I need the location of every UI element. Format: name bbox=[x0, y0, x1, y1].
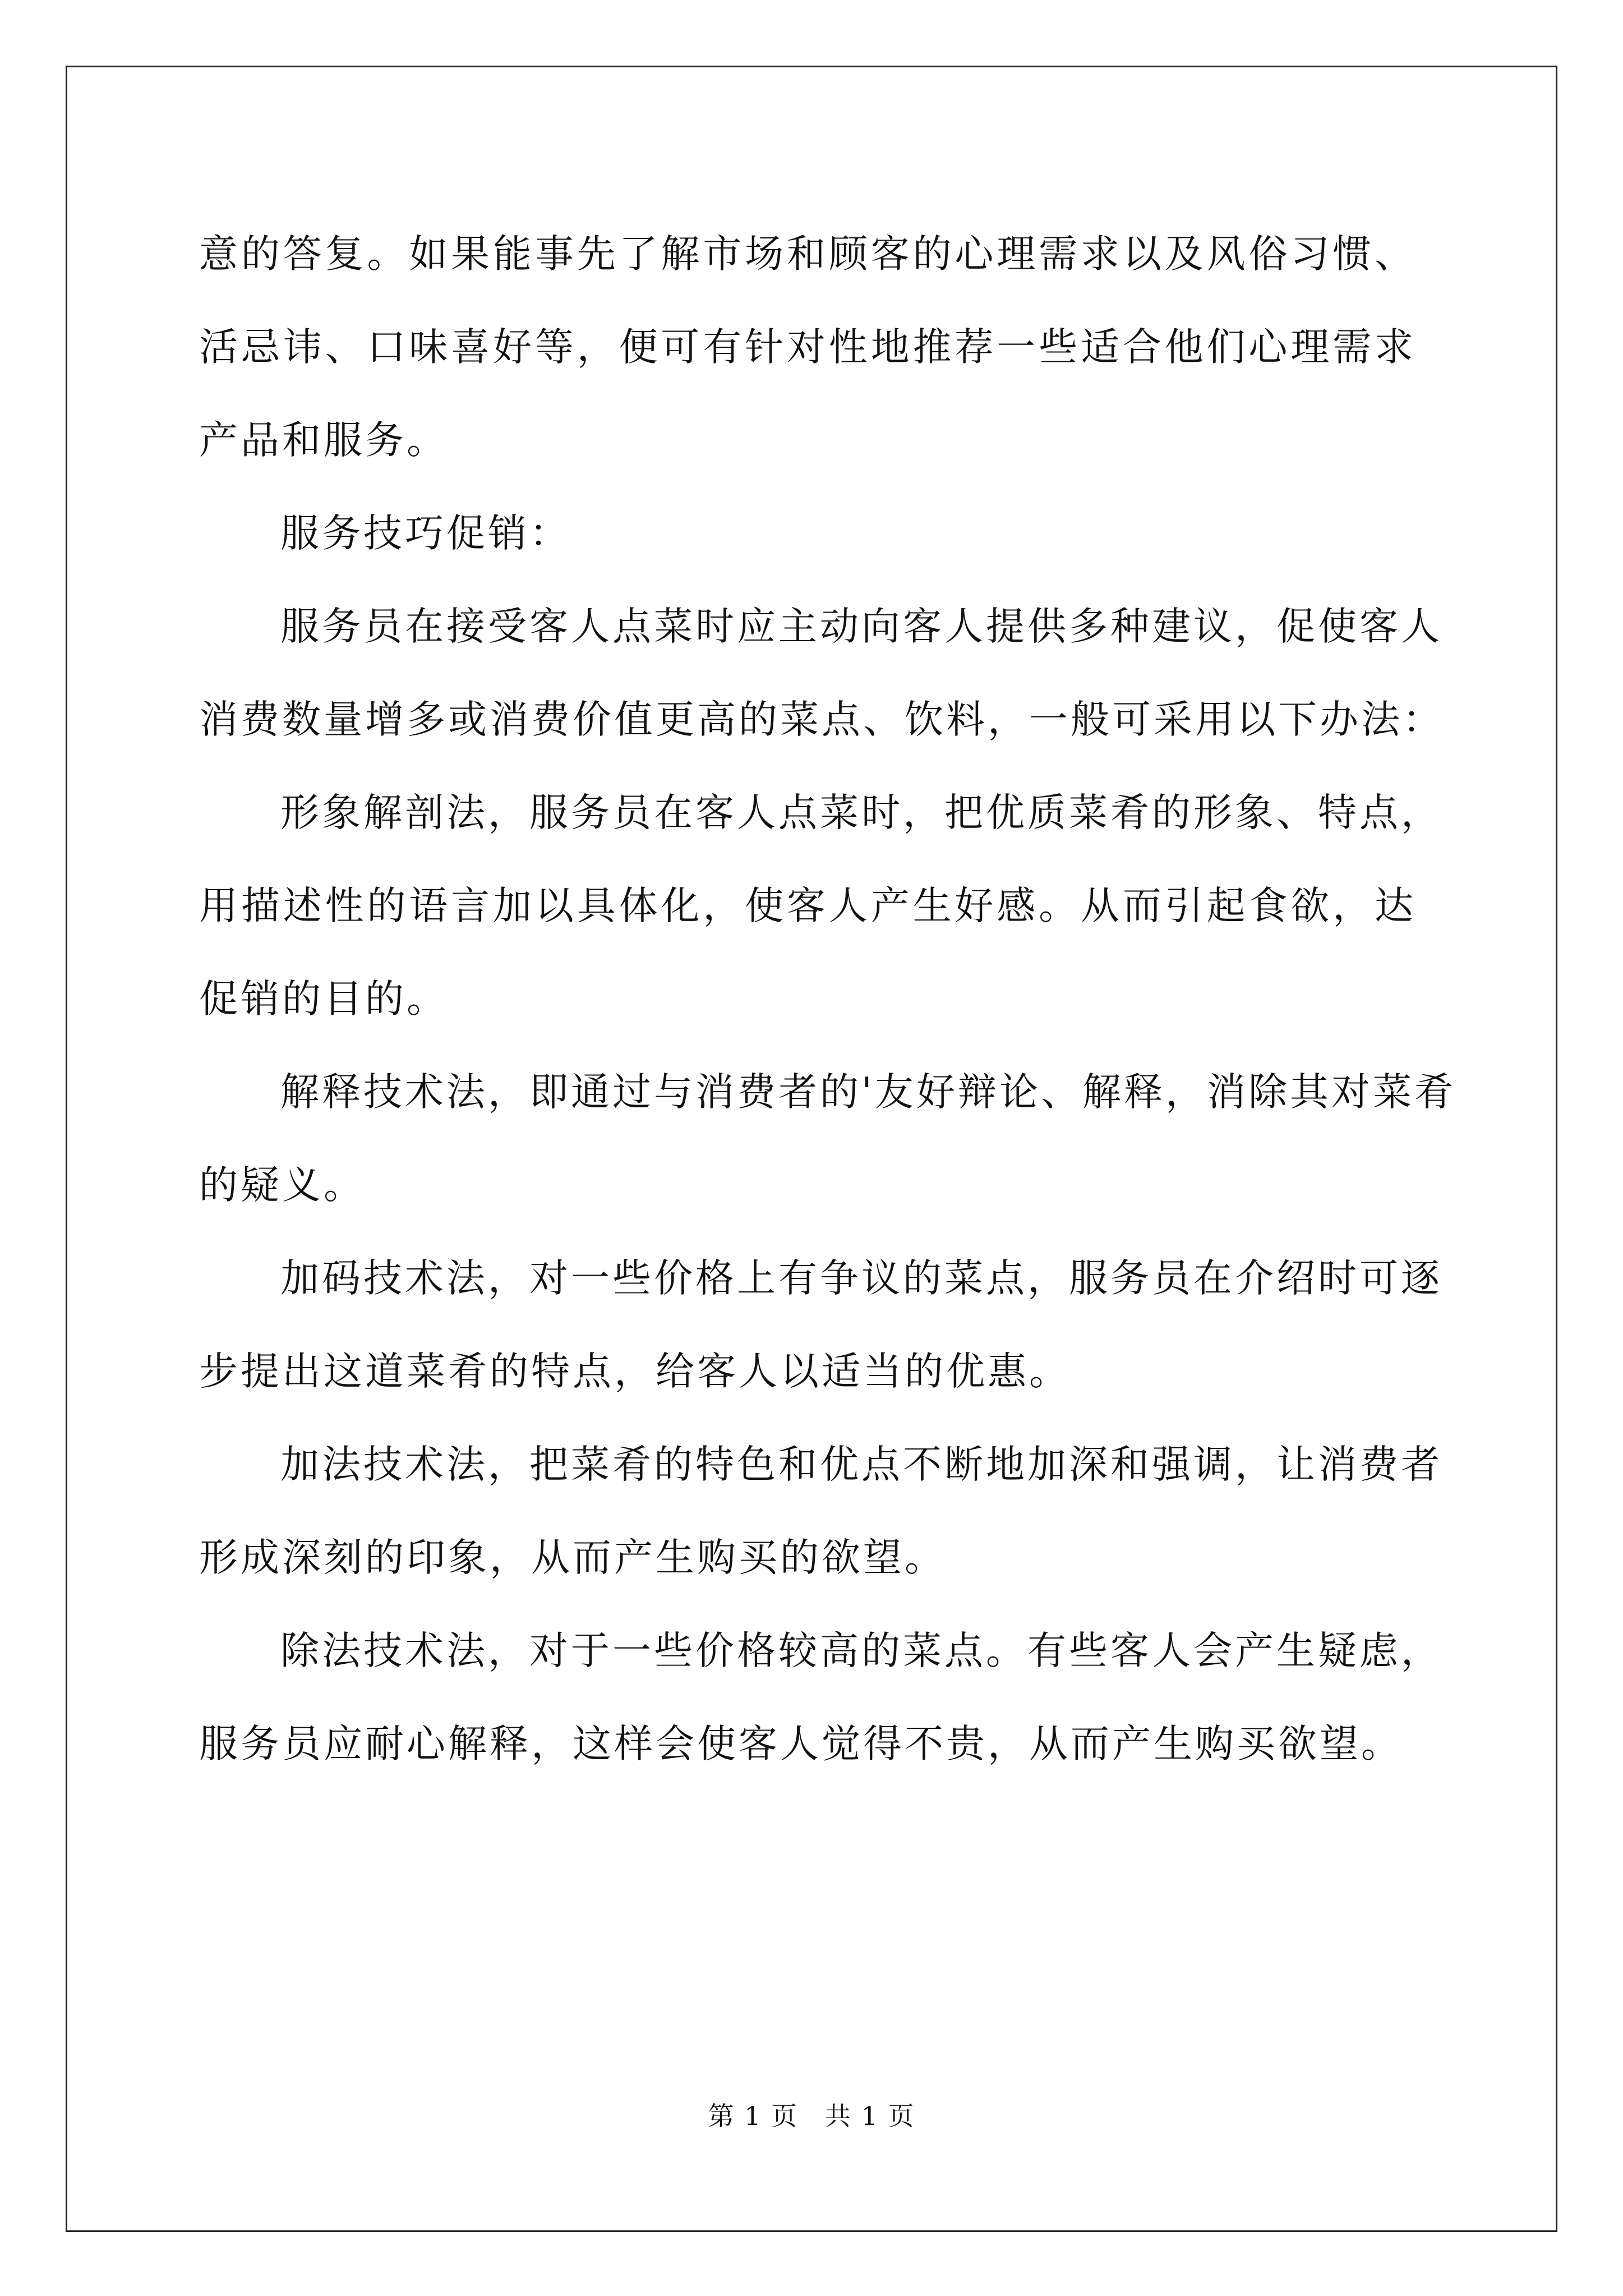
paragraph-line: 促销的目的。 bbox=[199, 977, 448, 1022]
paragraph-line: 解释技术法，即通过与消费者的'友好辩论、解释，消除其对菜肴 bbox=[280, 1070, 1456, 1115]
paragraph-line: 服务员应耐心解释，这样会使客人觉得不贵，从而产生购买欲望。 bbox=[199, 1722, 1403, 1766]
paragraph-line: 步提出这道菜肴的特点，给客人以适当的优惠。 bbox=[199, 1349, 1071, 1394]
paragraph-line: 消费数量增多或消费价值更高的菜点、饮料，一般可采用以下办法： bbox=[199, 697, 1444, 742]
paragraph-line: 意的答复。如果能事先了解市场和顾客的心理需求以及风俗习惯、 bbox=[199, 232, 1416, 277]
paragraph-line: 服务员在接受客人点菜时应主动向客人提供多种建议，促使客人 bbox=[280, 604, 1442, 649]
paragraph-line: 产品和服务。 bbox=[199, 418, 448, 463]
paragraph-line: 形成深刻的印象，从而产生购买的欲望。 bbox=[199, 1535, 946, 1580]
paragraph-line: 除法技术法，对于一些价格较高的菜点。有些客人会产生疑虑， bbox=[280, 1628, 1442, 1673]
page-footer: 第 1 页 共 1 页 bbox=[708, 2101, 915, 2131]
paragraph-line: 的疑义。 bbox=[199, 1163, 365, 1208]
paragraph-line: 用描述性的语言加以具体化，使客人产生好感。从而引起食欲，达 bbox=[199, 884, 1416, 928]
paragraph-line: 加法技术法，把菜肴的特色和优点不断地加深和强调，让消费者 bbox=[280, 1442, 1442, 1487]
paragraph-line: 形象解剖法，服务员在客人点菜时，把优质菜肴的形象、特点， bbox=[280, 790, 1442, 835]
document-body bbox=[199, 208, 1456, 1791]
section-heading: 服务技巧促销： bbox=[280, 511, 571, 556]
paragraph-line: 活忌讳、口味喜好等，便可有针对性地推荐一些适合他们心理需求 bbox=[199, 325, 1416, 370]
paragraph-line: 加码技术法，对一些价格上有争议的菜点，服务员在介绍时可逐 bbox=[280, 1256, 1442, 1301]
